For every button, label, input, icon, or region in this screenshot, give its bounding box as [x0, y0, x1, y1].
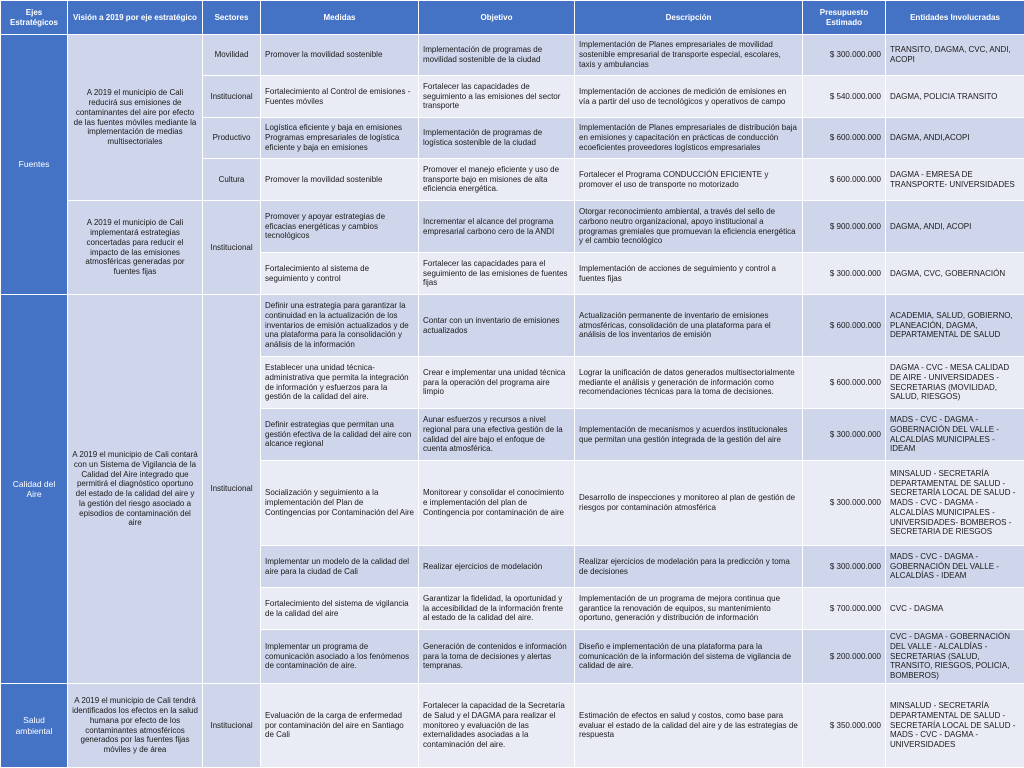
vision-cell: A 2019 el municipio de Cali reducirá sus emisiones de contaminantes del aire por efecto de las fuentes móviles mediante la implementación de medias multisectoriales — [68, 35, 203, 201]
sector-cell: Movilidad — [203, 35, 261, 76]
objetivo-cell: Promover el manejo eficiente y uso de transporte bajo en misiones de alta eficiencia energética. — [419, 159, 575, 201]
entidades-cell: ACADEMIA, SALUD, GOBIERNO, PLANEACIÓN, DAGMA, DEPARTAMENTAL DE SALUD — [886, 295, 1024, 357]
entidades-cell: DAGMA, POLICIA TRANSITO — [886, 76, 1024, 118]
sector-cell: Institucional — [203, 201, 261, 295]
entidades-cell: MADS - CVC - DAGMA - GOBERNACIÓN DEL VALLE - ALCALDÍAS MUNICIPALES - IDEAM — [886, 409, 1024, 461]
table-row — [1, 201, 1024, 253]
vision-cell: A 2019 el municipio de Cali contará con un Sistema de Vigilancia de la Calidad del Aire integrado que permitirá el diagnóstico oportuno del estado de la calidad del aire y la gestión del riesgo asociado a episodios de contaminación del aire — [68, 295, 203, 684]
sector-cell: Institucional — [203, 684, 261, 768]
entidades-cell: DAGMA, ANDI, ACOPI — [886, 201, 1024, 253]
presupuesto-cell: $ 600.000.000 — [803, 295, 886, 357]
sector-cell: Cultura — [203, 159, 261, 201]
header-medidas: Medidas — [261, 1, 419, 35]
entidades-cell: CVC - DAGMA — [886, 588, 1024, 630]
medida-cell: Socialización y seguimiento a la implementación del Plan de Contingencias por Contaminación del Aire — [261, 461, 419, 546]
medida-cell: Promover la movilidad sostenible — [261, 35, 419, 76]
descripcion-cell: Actualización permanente de inventario de emisiones atmosféricas, consolidación de una plataforma para el análisis de los inventarios de emisión — [575, 295, 803, 357]
eje-fuentes: Fuentes — [1, 35, 68, 295]
objetivo-cell: Fortalecer la capacidad de la Secretaría de Salud y el DAGMA para realizar el monitoreo y evaluación de las externalidades asociadas a la contaminación del aire. — [419, 684, 575, 768]
descripcion-cell: Estimación de efectos en salud y costos, como base para evaluar el estado de la calidad del aire y de las estrategias de respuesta — [575, 684, 803, 768]
medida-cell: Promover la movilidad sostenible — [261, 159, 419, 201]
table-row — [1, 295, 1024, 357]
entidades-cell: DAGMA, CVC, GOBERNACIÓN — [886, 253, 1024, 295]
medida-cell: Implementar un modelo de la calidad del aire para la ciudad de Cali — [261, 546, 419, 588]
medida-cell: Fortalecimiento al sistema de seguimiento y control — [261, 253, 419, 295]
entidades-cell: MINSALUD - SECRETARÍA DEPARTAMENTAL DE SALUD - SECRETARÍA LOCAL DE SALUD - MADS - CVC - DAGMA - UNIVERSIDADES — [886, 684, 1024, 768]
presupuesto-cell: $ 200.000.000 — [803, 630, 886, 684]
objetivo-cell: Fortalecer las capacidades de seguimiento a las emisiones del sector transporte — [419, 76, 575, 118]
descripcion-cell: Diseño e implementación de una plataforma para la comunicación de la información del sistema de vigilancia de calidad de aire. — [575, 630, 803, 684]
table-header-row — [1, 1, 1024, 35]
entidades-cell: DAGMA - EMRESA DE TRANSPORTE- UNIVERSIDADES — [886, 159, 1024, 201]
header-ejes: Ejes Estratégicos — [1, 1, 68, 35]
descripcion-cell: Implementación de mecanismos y acuerdos institucionales que permitan una gestión integrada de la gestión del aire — [575, 409, 803, 461]
entidades-cell: CVC - DAGMA - GOBERNACIÓN DEL VALLE - ALCALDÍAS - SECRETARIAS (SALUD, TRANSITO, RIESGOS, POLICIA, BOMBEROS) — [886, 630, 1024, 684]
descripcion-cell: Implementación de un programa de mejora continua que garantice la renovación de equipos, su mantenimiento oportuno, generación y distribución de información — [575, 588, 803, 630]
sector-cell: Institucional — [203, 295, 261, 684]
medida-cell: Definir una estrategia para garantizar la continuidad en la actualización de los inventarios de emisión actualizados y de una plataforma para la consolidación y análisis de la información — [261, 295, 419, 357]
header-objetivo: Objetivo — [419, 1, 575, 35]
vision-cell: A 2019 el municipio de Cali implementará estrategias concertadas para reducir el impacto de las emisiones atmosféricas generadas por fuentes fijas — [68, 201, 203, 295]
entidades-cell: DAGMA, ANDI,ACOPI — [886, 118, 1024, 159]
objetivo-cell: Incrementar el alcance del programa empresarial carbono cero de la ANDI — [419, 201, 575, 253]
objetivo-cell: Generación de contenidos e información para la toma de decisiones y alertas tempranas. — [419, 630, 575, 684]
header-sectores: Sectores — [203, 1, 261, 35]
medida-cell: Promover y apoyar estrategias de eficacias energéticas y cambios tecnológicos — [261, 201, 419, 253]
header-vision: Visión a 2019 por eje estratégico — [68, 1, 203, 35]
objetivo-cell: Implementación de programas de movilidad sostenible de la ciudad — [419, 35, 575, 76]
descripcion-cell: Implementación de acciones de medición de emisiones en vía a partir del uso de tecnológicos y operativos de campo — [575, 76, 803, 118]
descripcion-cell: Desarrollo de inspecciones y monitoreo al plan de gestión de riesgos por contaminación atmosférica — [575, 461, 803, 546]
entidades-cell: TRANSITO, DAGMA, CVC, ANDI, ACOPI — [886, 35, 1024, 76]
sector-cell: Institucional — [203, 76, 261, 118]
medida-cell: Evaluación de la carga de enfermedad por contaminación del aire en Santiago de Cali — [261, 684, 419, 768]
medida-cell: Definir estrategias que permitan una gestión efectiva de la calidad del aire con alcance regional — [261, 409, 419, 461]
presupuesto-cell: $ 600.000.000 — [803, 159, 886, 201]
medida-cell: Establecer una unidad técnica-administrativa que permita la integración de información y esfuerzos para la gestión de la calidad del aire. — [261, 357, 419, 409]
presupuesto-cell: $ 300.000.000 — [803, 409, 886, 461]
objetivo-cell: Monitorear y consolidar el conocimiento e implementación del plan de Contingencia por contaminación de aire — [419, 461, 575, 546]
vision-cell: A 2019 el municipio de Cali tendrá identificados los efectos en la salud humana por efecto de los contaminantes atmosféricos generados por las fuentes fijas móviles y de área — [68, 684, 203, 768]
medida-cell: Implementar un programa de comunicación asociado a los fenómenos de contaminación de aire. — [261, 630, 419, 684]
presupuesto-cell: $ 350.000.000 — [803, 684, 886, 768]
header-presupuesto: Presupuesto Estimado — [803, 1, 886, 35]
objetivo-cell: Crear e implementar una unidad técnica para la operación del programa aire limpio — [419, 357, 575, 409]
entidades-cell: MINSALUD - SECRETARÍA DEPARTAMENTAL DE SALUD - SECRETARÍA LOCAL DE SALUD - MADS - CVC - DAGMA - ALCALDÍAS MUNICIPALES - UNIVERSIDADES- BOMBEROS - SECRETARIA DE RIESGOS — [886, 461, 1024, 546]
eje-salud-ambiental: Salud ambiental — [1, 684, 68, 768]
eje-calidad-aire: Calidad del Aire — [1, 295, 68, 684]
descripcion-cell: Implementación de Planes empresariales de movilidad sostenible empresarial de transporte especial, escolares, taxis y ambulancias — [575, 35, 803, 76]
presupuesto-cell: $ 600.000.000 — [803, 118, 886, 159]
table-row — [1, 35, 1024, 76]
descripcion-cell: Realizar ejercicios de modelación para la predicción y toma de decisiones — [575, 546, 803, 588]
objetivo-cell: Implementación de programas de logística sostenible de la ciudad — [419, 118, 575, 159]
medida-cell: Fortalecimiento del sistema de vigilancia de la calidad del aire — [261, 588, 419, 630]
descripcion-cell: Implementación de acciones de seguimiento y control a fuentes fijas — [575, 253, 803, 295]
medida-cell: Fortalecimiento al Control de emisiones - Fuentes móviles — [261, 76, 419, 118]
entidades-cell: MADS - CVC - DAGMA - GOBERNACIÓN DEL VALLE - ALCALDÍAS - IDEAM — [886, 546, 1024, 588]
objetivo-cell: Contar con un inventario de emisiones actualizados — [419, 295, 575, 357]
presupuesto-cell: $ 700.000.000 — [803, 588, 886, 630]
entidades-cell: DAGMA - CVC - MESA CALIDAD DE AIRE - UNIVERSIDADES - SECRETARIAS (MOVILIDAD, SALUD, RIESGOS) — [886, 357, 1024, 409]
table-row — [1, 684, 1024, 768]
presupuesto-cell: $ 540.000.000 — [803, 76, 886, 118]
objetivo-cell: Garantizar la fidelidad, la oportunidad y la accesibilidad de la información frente al estado de la calidad del aire. — [419, 588, 575, 630]
objetivo-cell: Aunar esfuerzos y recursos a nivel regional para una efectiva gestión de la calidad del aire bajo el enfoque de cuenta atmosférica. — [419, 409, 575, 461]
presupuesto-cell: $ 900.000.000 — [803, 201, 886, 253]
sector-cell: Productivo — [203, 118, 261, 159]
presupuesto-cell: $ 300.000.000 — [803, 461, 886, 546]
descripcion-cell: Otorgar reconocimiento ambiental, a través del sello de carbono neutro organizacional, apoyo institucional a programas gremiales que promuevan la eficiencia energética y el cambio tecnológico — [575, 201, 803, 253]
descripcion-cell: Lograr la unificación de datos generados multisectorialmente mediante el análisis y generación de información como recomendaciones técnicas para la toma de decisiones. — [575, 357, 803, 409]
presupuesto-cell: $ 300.000.000 — [803, 253, 886, 295]
descripcion-cell: Implementación de Planes empresariales de distribución baja en emisiones y capacitación en prácticas de conducción ecoeficientes proveedores logísticos empresariales — [575, 118, 803, 159]
presupuesto-cell: $ 300.000.000 — [803, 546, 886, 588]
descripcion-cell: Fortalecer el Programa CONDUCCIÓN EFICIENTE y promover el uso de transporte no motorizado — [575, 159, 803, 201]
header-descripcion: Descripción — [575, 1, 803, 35]
objetivo-cell: Fortalecer las capacidades para el seguimiento de las emisiones de fuentes fijas — [419, 253, 575, 295]
medida-cell: Logística eficiente y baja en emisiones Programas empresariales de logística eficiente y baja en emisiones — [261, 118, 419, 159]
objetivo-cell: Realizar ejercicios de modelación — [419, 546, 575, 588]
presupuesto-cell: $ 600.000.000 — [803, 357, 886, 409]
presupuesto-cell: $ 300.000.000 — [803, 35, 886, 76]
header-entidades: Entidades Involucradas — [886, 1, 1024, 35]
